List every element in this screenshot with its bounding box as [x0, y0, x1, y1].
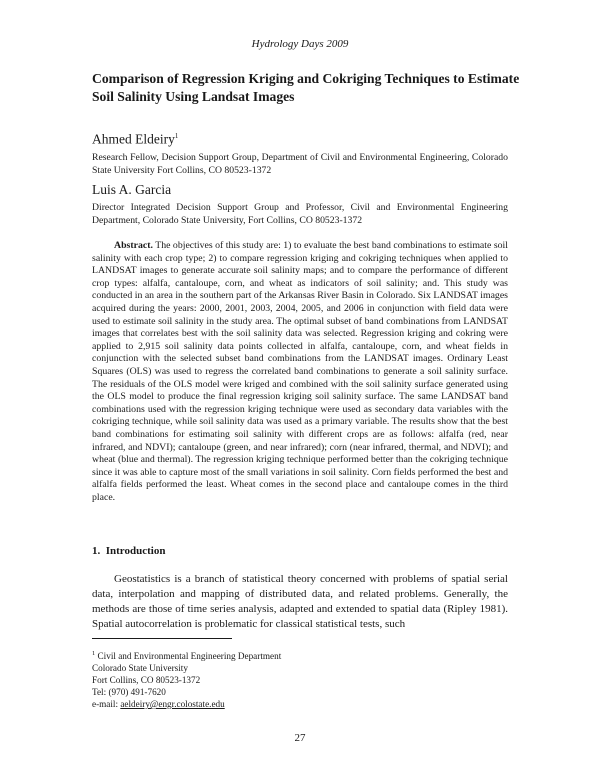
abstract-text: The objectives of this study are: 1) to evaluate the best band combinations to estimate soil salinity with each crop type; 2) to compare regression kriging and cokriging techniques when applied to LANDSAT images to generate accurate soil salinity maps; and to compare the performance of different crop types: alfalfa, cantaloupe, corn, and wheat as indicators of soil salinity; and. This study was conducted in an area in the southern part of the Arkansas River Basin in Colorado. Six LANDSAT images acquired during the years: 2000, 2001, 2003, 2004, 2005, and 2006 in conjunction with field data were used to estimate soil salinity in the study area. The optimal subset of band combinations from LANDSAT images that correlates best with the soil salinity data was selected. Regression kriging and cokring were applied to 2,915 soil salinity data points collected in alfalfa, cantaloupe, corn, and wheat fields in conjunction with the selected subset band combinations from the LANDSAT images. Ordinary Least Squares (OLS) was used to regress the correlated band combinations to generate a soil salinity surface. The residuals of the OLS model were kriged and combined with the soil salinity surface generated using the OLS model to produce the final regression kriging soil salinity surface. The same LANDSAT band combinations used with the regression kriging technique were used as secondary data variables with the cokriging technique, while soil salinity data was used as a primary variable. The results show that the best band combinations for estimating soil salinity with different crops are as follows: alfalfa (red, near infrared, and NDVI); cantaloupe (green, and near infrared); corn (near infrared, thermal, and NDVI); and wheat (blue and thermal). The regression kriging technique performed better than the cokriging technique since it was able to capture most of the small variations in soil salinity. Corn fields performed the best and alfalfa fields performed the least. Wheat comes in the second place and cantaloupe comes in the third place.: [92, 240, 508, 503]
footnote-line: Tel: (970) 491-7620: [92, 687, 166, 698]
author-name: Luis A. Garcia: [92, 182, 172, 197]
page-number: 27: [294, 732, 306, 744]
footnote-email-line: e-mail: aeldeiry@engr.colostate.edu: [92, 699, 225, 710]
abstract-label: Abstract.: [114, 240, 153, 251]
running-header: Hydrology Days 2009: [251, 38, 349, 50]
section-heading: 1. Introduction: [92, 545, 166, 557]
abstract: [92, 240, 508, 504]
author-name: Ahmed Eldeiry$^1$: [92, 131, 179, 147]
intro-paragraph: Geostatistics is a branch of statistical theory concerned with problems of spatial serial data, interpolation and mapping of distributed data, and related problems. Generally, the methods are those of time series analysis, adapted and extended to spatial data (Ripley 1981). Spatial autocorrelation is problematic for classical statistical tests, such: [92, 573, 508, 631]
paper-title: Comparison of Regression Kriging and Cokriging Techniques to Estimate Soil Salinity Using Landsat Images: [92, 71, 520, 104]
author-affiliation: Research Fellow, Decision Support Group, Department of Civil and Environmental Engineering, Colorado State University Fort Collins, CO 80523-1372: [92, 151, 508, 176]
footnote-mark: 1: [174, 132, 179, 140]
footnote-line: Colorado State University: [92, 663, 188, 674]
author-block-1: [92, 128, 508, 177]
footnote: [92, 648, 281, 710]
author-block-2: [92, 182, 508, 227]
email-link[interactable]: aeldeiry@engr.colostate.edu: [120, 699, 225, 710]
author-affiliation: Director Integrated Decision Support Group and Professor, Civil and Environmental Engineering Department, Colorado State University, Fort Collins, CO 80523-1372: [92, 202, 508, 226]
footnote-line: Fort Collins, CO 80523-1372: [92, 675, 201, 686]
footnote-line: $^1$ Civil and Environmental Engineering Department: [92, 650, 282, 662]
footnote-rule: [92, 638, 232, 639]
